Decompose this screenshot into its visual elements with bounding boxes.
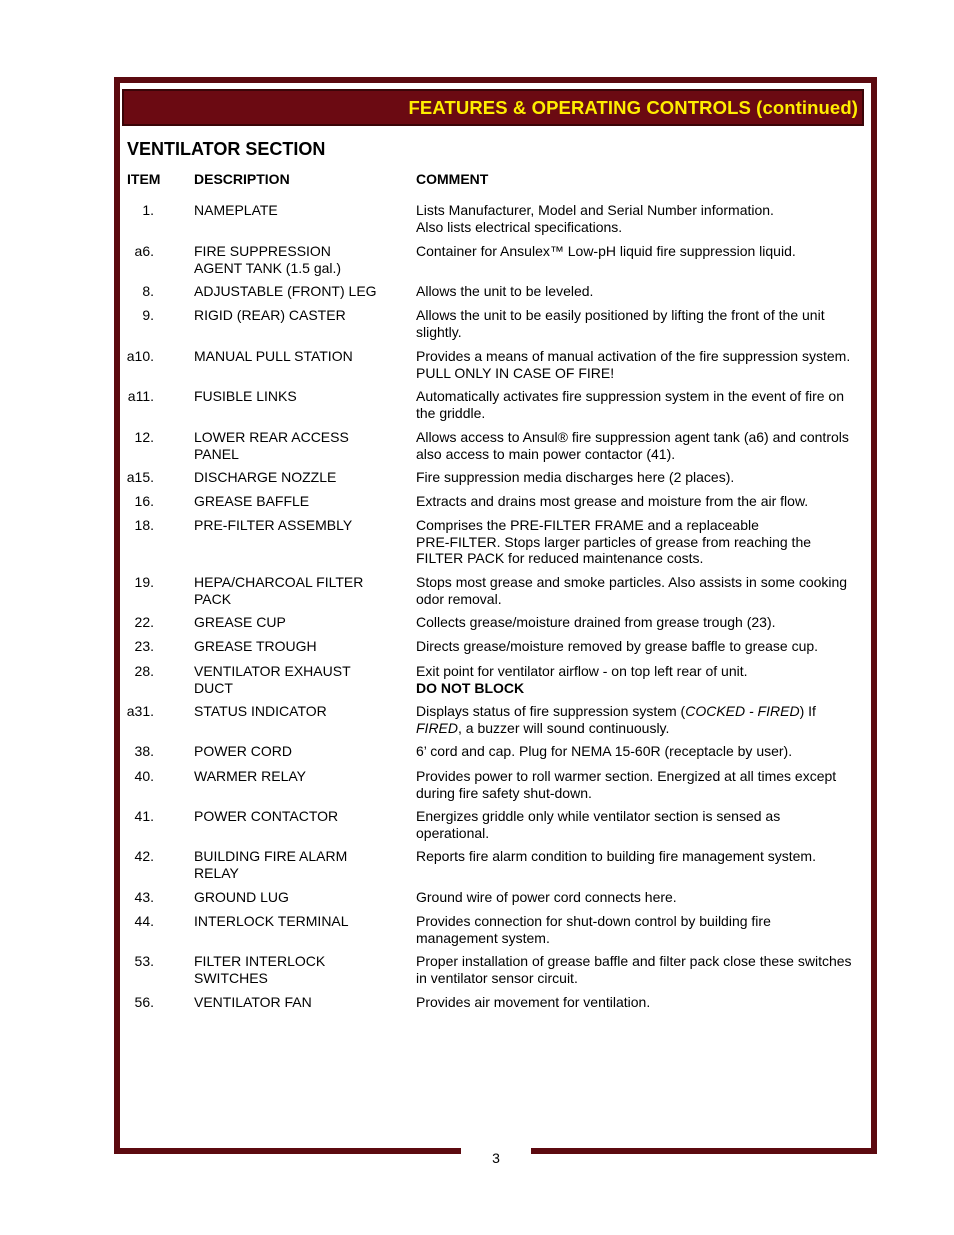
row-comment-line: Container for Ansulex™ Low-pH liquid fire suppression liquid.	[416, 243, 796, 259]
page-frame-bottom-left	[114, 1148, 461, 1154]
row-item-number: 1.	[142, 202, 154, 218]
row-comment	[416, 743, 864, 760]
row-comment-line: Provides air movement for ventilation.	[416, 994, 651, 1010]
row-comment	[416, 388, 864, 421]
row-comment	[416, 638, 864, 655]
row-description-line: PACK	[194, 590, 232, 607]
row-description-line: GROUND LUG	[194, 889, 289, 905]
row-description-line: LOWER REAR ACCESS	[194, 429, 349, 445]
row-item-number: 23.	[134, 638, 154, 654]
row-description-line: GREASE TROUGH	[194, 638, 317, 654]
row-description	[194, 848, 404, 881]
column-header-comment: COMMENT	[416, 171, 489, 187]
row-comment	[416, 808, 864, 841]
row-description	[194, 493, 404, 510]
row-item-number: 12.	[134, 429, 154, 445]
row-description	[194, 663, 404, 696]
row-item-number: 42.	[134, 848, 154, 864]
row-comment-line: Allows the unit to be easily positioned by lifting the front of the unit	[416, 307, 825, 323]
row-comment-line: 6’ cord and cap. Plug for NEMA 15-60R (receptacle by user).	[416, 743, 793, 759]
page-frame-bottom-right	[531, 1148, 877, 1154]
row-comment-line: Allows the unit to be leveled.	[416, 283, 594, 299]
row-description	[194, 307, 404, 324]
row-description-line: GREASE BAFFLE	[194, 493, 310, 509]
row-comment	[416, 493, 864, 510]
row-item-number: 44.	[134, 913, 154, 929]
column-header-item: ITEM	[127, 171, 161, 187]
row-comment	[416, 429, 864, 462]
row-description	[194, 283, 404, 300]
row-description-line: VENTILATOR EXHAUST	[194, 663, 351, 679]
row-description	[194, 953, 404, 986]
row-description	[194, 388, 404, 405]
row-comment-line: PRE-FILTER. Stops larger particles of grease from reaching the	[416, 533, 812, 550]
header-title: FEATURES & OPERATING CONTROLS (continued)	[408, 96, 858, 118]
row-comment	[416, 202, 864, 235]
section-title: VENTILATOR SECTION	[127, 139, 326, 159]
row-comment-line: Exit point for ventilator airflow - on top left rear of unit.	[416, 663, 748, 679]
row-comment	[416, 243, 864, 260]
row-description-line: PRE-FILTER ASSEMBLY	[194, 517, 353, 533]
row-description	[194, 743, 404, 760]
row-description	[194, 994, 404, 1011]
row-description-line: DISCHARGE NOZZLE	[194, 469, 337, 485]
row-comment-line: Collects grease/moisture drained from grease trough (23).	[416, 614, 776, 630]
row-item-number: 28.	[134, 663, 154, 679]
row-item-number: 40.	[134, 768, 154, 784]
row-item-number: 19.	[134, 574, 154, 590]
row-description-line: RELAY	[194, 864, 239, 881]
row-item-number: a6.	[134, 243, 154, 259]
row-item-number: 43.	[134, 889, 154, 905]
row-item-number: 56.	[134, 994, 154, 1010]
row-item-number: a10.	[126, 348, 154, 364]
row-description	[194, 348, 404, 365]
row-description-line: FUSIBLE LINKS	[194, 388, 297, 404]
row-description	[194, 517, 404, 534]
row-comment	[416, 994, 864, 1011]
row-comment-line: Also lists electrical specifications.	[416, 218, 623, 235]
row-item-number: 9.	[142, 307, 154, 323]
row-comment-line: during fire safety shut-down.	[416, 784, 592, 801]
row-comment-line: Provides a means of manual activation of the fire suppression system.	[416, 348, 851, 364]
row-description-line: PANEL	[194, 445, 239, 462]
row-description-line: INTERLOCK TERMINAL	[194, 913, 349, 929]
row-comment-line	[416, 703, 864, 720]
row-item-number: 18.	[134, 517, 154, 533]
row-comment-line: Provides connection for shut-down control by building fire	[416, 913, 771, 929]
row-comment	[416, 768, 864, 801]
row-description-line: FILTER INTERLOCK	[194, 953, 326, 969]
row-description-line: ADJUSTABLE (FRONT) LEG	[194, 283, 377, 299]
row-item-number: 38.	[134, 743, 154, 759]
row-description-line: MANUAL PULL STATION	[194, 348, 353, 364]
row-description-line: SWITCHES	[194, 969, 268, 986]
row-description	[194, 889, 404, 906]
row-comment-line: Allows access to Ansul® fire suppression agent tank (a6) and controls	[416, 429, 849, 445]
row-description-line: POWER CORD	[194, 743, 292, 759]
row-comment-fragment: ) If	[799, 703, 816, 719]
row-comment-line: Proper installation of grease baffle and filter pack close these switches	[416, 953, 852, 969]
row-description-line: NAMEPLATE	[194, 202, 278, 218]
row-description-line: HEPA/CHARCOAL FILTER	[194, 574, 364, 590]
row-description	[194, 469, 404, 486]
header-banner	[122, 89, 864, 126]
row-description	[194, 614, 404, 631]
row-item-number: 22.	[134, 614, 154, 630]
row-description	[194, 243, 404, 276]
row-comment	[416, 517, 864, 567]
row-comment	[416, 848, 864, 865]
row-item-number: 16.	[134, 493, 154, 509]
row-comment-line: odor removal.	[416, 590, 502, 607]
row-item-number: 8.	[142, 283, 154, 299]
row-comment	[416, 663, 864, 696]
row-description-line: BUILDING FIRE ALARM	[194, 848, 348, 864]
row-comment-fragment: FIRED	[416, 719, 458, 736]
row-comment-line: management system.	[416, 929, 550, 946]
row-description	[194, 913, 404, 930]
row-comment-line: operational.	[416, 824, 490, 841]
row-description	[194, 703, 404, 720]
row-comment	[416, 348, 864, 381]
row-comment-line: Extracts and drains most grease and moisture from the air flow.	[416, 493, 809, 509]
row-comment-line: Reports fire alarm condition to building fire management system.	[416, 848, 816, 864]
row-comment-line: PULL ONLY IN CASE OF FIRE!	[416, 364, 615, 381]
row-description-line: DUCT	[194, 679, 233, 696]
row-comment-line: Ground wire of power cord connects here.	[416, 889, 677, 905]
row-item-number: a15.	[126, 469, 154, 485]
row-comment-line: Directs grease/moisture removed by grease baffle to grease cup.	[416, 638, 819, 654]
row-comment-line: the griddle.	[416, 404, 486, 421]
row-comment-line: slightly.	[416, 323, 462, 340]
row-comment-line: Stops most grease and smoke particles. Also assists in some cooking	[416, 574, 848, 590]
column-header-description: DESCRIPTION	[194, 171, 290, 187]
row-description	[194, 574, 404, 607]
row-item-number: a31.	[126, 703, 154, 719]
row-comment	[416, 913, 864, 946]
row-comment-line: Automatically activates fire suppression system in the event of fire on	[416, 388, 844, 404]
row-description-line: RIGID (REAR) CASTER	[194, 307, 346, 323]
row-description	[194, 429, 404, 462]
row-description-line: AGENT TANK (1.5 gal.)	[194, 259, 342, 276]
row-comment-line: Lists Manufacturer, Model and Serial Number information.	[416, 202, 774, 218]
row-comment	[416, 614, 864, 631]
row-comment-warning: DO NOT BLOCK	[416, 679, 525, 696]
row-comment	[416, 469, 864, 486]
row-item-number: 41.	[134, 808, 154, 824]
row-comment-line: Energizes griddle only while ventilator section is sensed as	[416, 808, 781, 824]
row-description	[194, 202, 404, 219]
row-comment-line: Provides power to roll warmer section. Energized at all times except	[416, 768, 837, 784]
row-comment-fragment: , a buzzer will sound continuously.	[458, 719, 670, 736]
row-description-line: WARMER RELAY	[194, 768, 307, 784]
row-description-line: POWER CONTACTOR	[194, 808, 339, 824]
page-number: 3	[492, 1150, 500, 1166]
row-item-number: a11.	[127, 388, 154, 404]
row-comment-line: FILTER PACK for reduced maintenance costs.	[416, 550, 704, 566]
row-description	[194, 638, 404, 655]
row-description-line: GREASE CUP	[194, 614, 286, 630]
row-comment-line: Fire suppression media discharges here (2 places).	[416, 469, 735, 485]
row-comment	[416, 307, 864, 340]
row-comment-fragment: COCKED - FIRED	[685, 703, 800, 719]
row-item-number: 53.	[134, 953, 154, 969]
row-comment	[416, 953, 864, 986]
row-description	[194, 808, 404, 825]
row-comment	[416, 574, 864, 607]
row-comment-line: Comprises the PRE-FILTER FRAME and a replaceable	[416, 517, 759, 533]
row-comment	[416, 703, 864, 736]
row-description-line: VENTILATOR FAN	[194, 994, 312, 1010]
row-comment-line: also access to main power contactor (41).	[416, 445, 676, 462]
row-description-line: FIRE SUPPRESSION	[194, 243, 331, 259]
row-comment	[416, 889, 864, 906]
row-comment-line: in ventilator sensor circuit.	[416, 969, 578, 986]
row-comment-fragment: Displays status of fire suppression system (	[416, 703, 686, 719]
row-description	[194, 768, 404, 785]
row-comment	[416, 283, 864, 300]
row-description-line: STATUS INDICATOR	[194, 703, 327, 719]
row-comment-line	[416, 720, 864, 737]
